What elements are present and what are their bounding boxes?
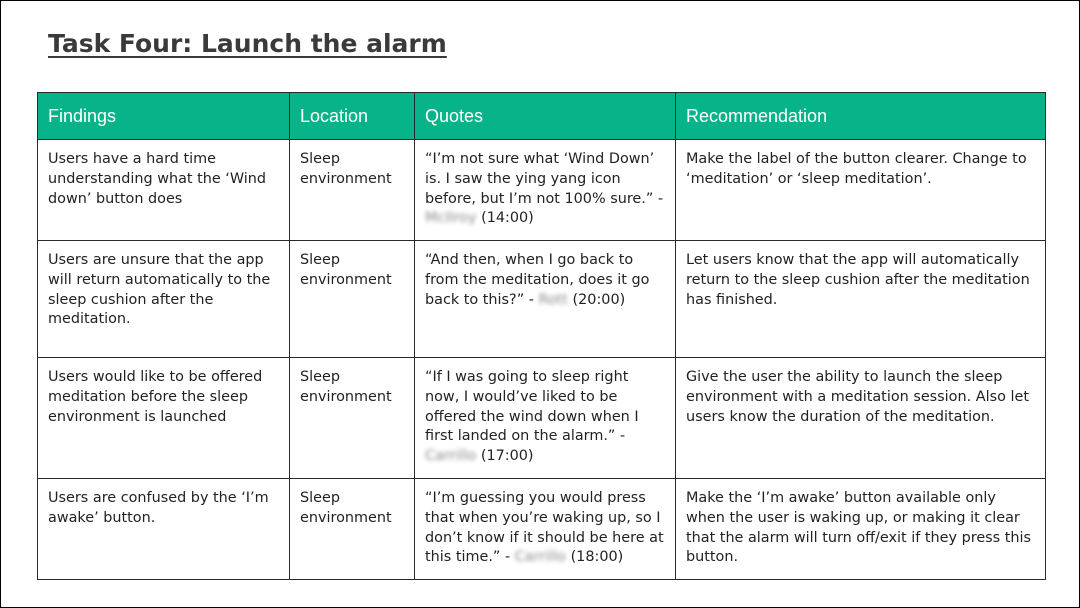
page-title: Task Four: Launch the alarm — [48, 29, 447, 58]
location-cell: Sleep environment — [290, 358, 415, 479]
quote-text: “And then, when I go back to from the meditation, does it go back to this?” - — [425, 252, 650, 308]
participant-name-redacted: Rott — [538, 291, 568, 308]
participant-name-redacted: Carrillo — [425, 448, 477, 465]
quote-timestamp: (14:00) — [481, 210, 534, 227]
finding-cell: Users are confused by the ‘I’m awake’ button. — [38, 479, 290, 580]
quote-text: “I’m guessing you would press that when you’re waking up, so I don’t know if it should be here at this time.” - — [425, 490, 664, 566]
participant-name-redacted: Carrillo — [514, 549, 566, 566]
column-header-recommendation: Recommendation — [676, 93, 1046, 140]
column-header-location: Location — [290, 93, 415, 140]
table-row — [38, 358, 1046, 479]
quote-timestamp: (18:00) — [570, 549, 624, 566]
column-header-findings: Findings — [38, 93, 290, 140]
quote-timestamp: (20:00) — [572, 291, 626, 308]
quote-cell — [415, 241, 676, 358]
quote-cell — [415, 358, 676, 479]
recommendation-cell: Make the label of the button clearer. Change to ‘meditation’ or ‘sleep meditation’. — [676, 140, 1046, 241]
table-header-row — [38, 93, 1046, 140]
location-cell: Sleep environment — [290, 479, 415, 580]
quote-text: “If I was going to sleep right now, I would’ve liked to be offered the wind down when I first landed on the alarm.” - — [425, 369, 639, 445]
quote-text: “I’m not sure what ‘Wind Down’ is. I saw the ying yang icon before, but I’m not 100% sure.” - — [425, 151, 664, 207]
recommendation-cell: Give the user the ability to launch the sleep environment with a meditation session. Also let users know the duration of the meditation. — [676, 358, 1046, 479]
column-header-quotes: Quotes — [415, 93, 676, 140]
finding-cell: Users have a hard time understanding what the ‘Wind down’ button does — [38, 140, 290, 241]
table-row — [38, 241, 1046, 358]
findings-table — [37, 92, 1046, 580]
location-cell: Sleep environment — [290, 241, 415, 358]
recommendation-cell: Let users know that the app will automatically return to the sleep cushion after the meditation has finished. — [676, 241, 1046, 358]
quote-cell — [415, 479, 676, 580]
table-row — [38, 140, 1046, 241]
participant-name-redacted: McIlroy — [425, 210, 477, 227]
finding-cell: Users would like to be offered meditation before the sleep environment is launched — [38, 358, 290, 479]
quote-timestamp: (17:00) — [480, 448, 534, 465]
recommendation-cell: Make the ‘I’m awake’ button available only when the user is waking up, or making it clear that the alarm will turn off/exit if they press this button. — [676, 479, 1046, 580]
location-cell: Sleep environment — [290, 140, 415, 241]
table-row — [38, 479, 1046, 580]
quote-cell — [415, 140, 676, 241]
finding-cell: Users are unsure that the app will return automatically to the sleep cushion after the meditation. — [38, 241, 290, 358]
